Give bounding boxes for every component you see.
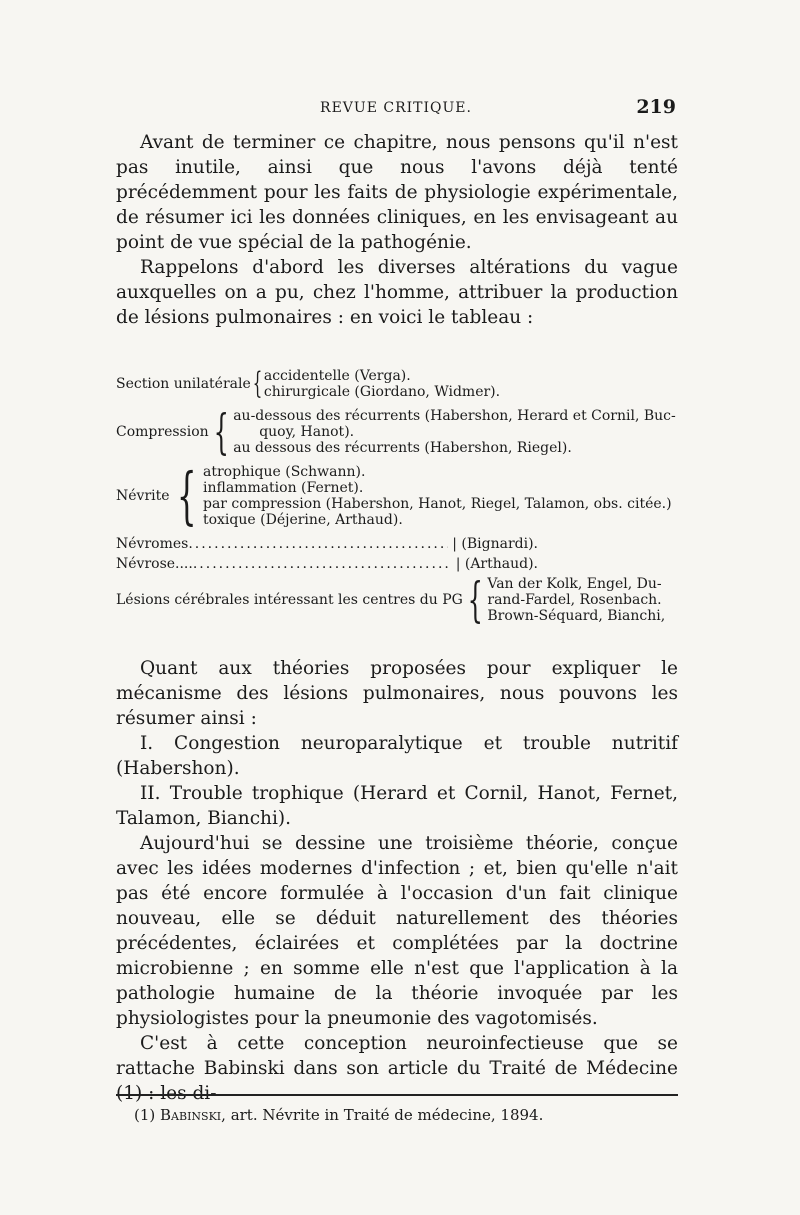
section-item: accidentelle (Verga). [263, 368, 411, 384]
leader-dots [193, 556, 452, 572]
table-row-lesions [116, 572, 678, 628]
nevromes-label: Névromes [116, 536, 189, 552]
table-row-nevromes [116, 536, 538, 552]
lesions-item: Brown-Séquard, Bianchi, [487, 608, 666, 624]
page-number: 219 [636, 96, 676, 118]
theory-two: II. Trouble trophique (Herard et Cornil, Hanot, Fernet, Talamon, Bianchi). [116, 783, 678, 829]
brace-icon: { [467, 572, 483, 628]
page-header [116, 96, 676, 124]
lesions-table [116, 366, 678, 628]
compression-label: Compression [116, 424, 209, 440]
nevrite-item: toxique (Déjerine, Arthaud). [202, 512, 403, 528]
table-row-section [116, 368, 678, 400]
nevrite-item: inflammation (Fernet). [202, 480, 364, 496]
paragraph-1: Avant de terminer ce chapitre, nous pensons qu'il n'est pas inutile, ainsi que nous l'avons déjà tenté précédemment pour les faits de physiologie expérimentale, de résumer ici les données cliniques, en les envisageant au point de vue spécial de la pathogénie. [116, 132, 678, 253]
nevrite-item: atrophique (Schwann). [202, 464, 366, 480]
section-item: chirurgicale (Giordano, Widmer). [263, 384, 501, 400]
nevromes-value: | (Bignardi). [452, 536, 538, 552]
lesions-label: Lésions cérébrales intéressant les centres du PG [116, 592, 463, 608]
nevrite-label: Névrite [116, 488, 170, 504]
compression-item: au dessous des récurrents (Habershon, Riegel). [233, 440, 572, 456]
footnote-marker: (1) [134, 1106, 156, 1124]
paragraph-5: C'est à cette conception neuroinfectieuse que se rattache Babinski dans son article du Traité de Médecine (1) : les di- [116, 1033, 678, 1104]
table-row-nevrite [116, 459, 678, 532]
compression-item: quoy, Hanot). [259, 424, 355, 440]
intro-paragraphs [116, 130, 678, 330]
brace-icon: { [213, 404, 229, 460]
compression-item: au-dessous des récurrents (Habershon, Herard et Cornil, Buc- [233, 408, 676, 424]
footnote-text: , art. Névrite in Traité de médecine, 1894. [221, 1106, 544, 1124]
theories-paragraphs [116, 656, 678, 1106]
footnote-author: Babinski [160, 1106, 222, 1124]
section-label: Section unilatérale [116, 376, 251, 392]
footnote [134, 1106, 543, 1124]
paragraph-2: Rappelons d'abord les diverses altérations du vague auxquelles on a pu, chez l'homme, attribuer la production de lésions pulmonaires : en voici le tableau : [116, 257, 678, 328]
brace-icon: { [252, 366, 263, 401]
paragraph-3: Quant aux théories proposées pour expliquer le mécanisme des lésions pulmonaires, nous pouvons les résumer ainsi : [116, 658, 678, 729]
lesions-item: Van der Kolk, Engel, Du- [487, 576, 662, 592]
footnote-divider [116, 1094, 678, 1096]
table-row-compression [116, 404, 678, 460]
leader-dots [188, 536, 448, 552]
brace-icon: { [176, 459, 197, 532]
theory-one: I. Congestion neuroparalytique et trouble nutritif (Habershon). [116, 733, 678, 779]
table-row-nevrose [116, 556, 538, 572]
running-title: REVUE CRITIQUE. [320, 100, 472, 116]
nevrose-label: Névrose.... [116, 556, 193, 572]
paragraph-4: Aujourd'hui se dessine une troisième théorie, conçue avec les idées modernes d'infection ; et, bien qu'elle n'ait pas été encore formulée à l'occasion d'un fait clinique nouveau, elle se déduit naturellement des théories précédentes, éclairées et complétées par la doctrine microbienne ; en somme elle n'est que l'application à la pathologie humaine de la théorie invoquée par les physiologistes pour la pneumonie des vagotomisés. [116, 833, 678, 1029]
nevrite-item: par compression (Habershon, Hanot, Riegel, Talamon, obs. citée.) [202, 496, 672, 512]
lesions-item: rand-Fardel, Rosenbach. [487, 592, 662, 608]
nevrose-value: | (Arthaud). [455, 556, 538, 572]
